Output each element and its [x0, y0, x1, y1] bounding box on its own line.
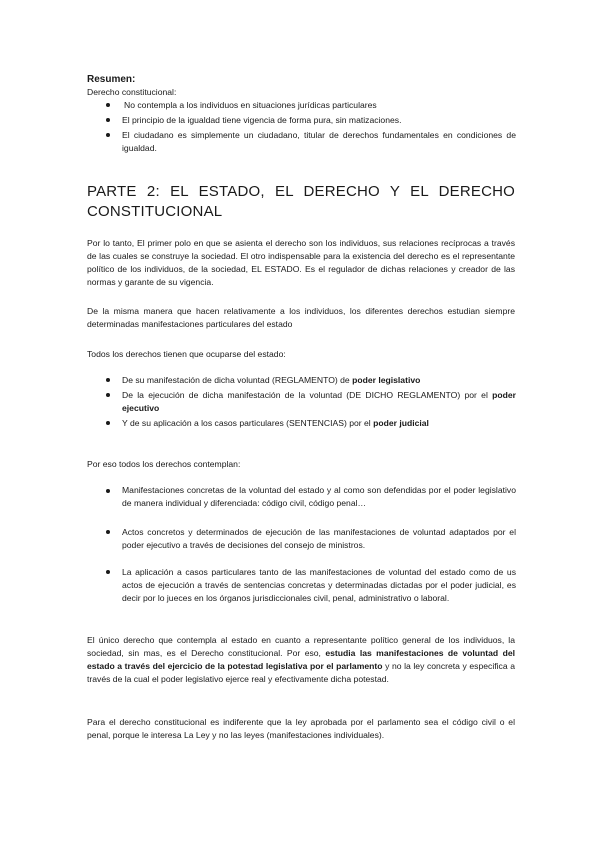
bullet-icon [106, 530, 110, 534]
bullet-icon [106, 570, 110, 574]
paragraph-5-intro: El único derecho que contempla al estado en cuanto a representante político general de los individuos, la sociedad, sin mas, es el Derecho constitucional. Por eso, [87, 635, 515, 658]
paragraph-5-end: y no la ley concreta y especifica a través de la cual el poder legislativo ejerce real y efectivamente dicha potestad. [87, 661, 515, 684]
list2-item-3: La aplicación a casos particulares tanto de las manifestaciones de voluntad del estado como de us actos de ejecución a través de sentencias concretas y determinadas dictadas por el poder judicial, es decir por lo jueces en los órganos jurisdiccionales civil, penal, administrativo o laboral. [122, 567, 516, 603]
list1-item-3-bold: poder judicial [373, 418, 429, 428]
list1-item-1-bold: poder legislativo [352, 375, 421, 385]
list2-item-1: Manifestaciones concretas de la voluntad del estado y al como son defendidas por el poder legislativo de manera individual y diferenciada: código civil, código penal… [122, 485, 516, 508]
bullet-icon [106, 118, 110, 122]
bullet-icon [106, 103, 110, 107]
resumen-bullet-2: El principio de la igualdad tiene vigencia de forma pura, sin matizaciones. [122, 115, 402, 125]
paragraph-2: De la misma manera que hacen relativamente a los individuos, los diferentes derechos estudian siempre determinadas manifestaciones particulares del estado [87, 306, 515, 329]
resumen-subheading: Derecho constitucional: [87, 87, 177, 97]
list2-item-2: Actos concretos y determinados de ejecución de las manifestaciones de voluntad adaptados por el poder ejecutivo a través de decisiones del consejo de ministros. [122, 527, 516, 550]
resumen-bullet-1: No contempla a los individuos en situaciones jurídicas particulares [124, 100, 377, 110]
paragraph-3: Todos los derechos tienen que ocuparse del estado: [87, 349, 286, 359]
paragraph-6: Para el derecho constitucional es indiferente que la ley aprobada por el parlamento sea el código civil o el penal, porque le interesa La Ley y no las leyes (manifestaciones individuales). [87, 717, 515, 740]
list1-item-2-text: De la ejecución de dicha manifestación de la voluntad (DE DICHO REGLAMENTO) por el [122, 390, 493, 400]
list1-item-1-text: De su manifestación de dicha voluntad (REGLAMENTO) de [122, 375, 353, 385]
paragraph-4: Por eso todos los derechos contemplan: [87, 459, 241, 469]
paragraph-1: Por lo tanto, El primer polo en que se asienta el derecho son los individuos, sus relaciones recíprocas a través de las cuales se construye la sociedad. El otro indispensable para la existencia del derecho es el representante político de los individuos, de la sociedad, EL ESTADO. Es el regulador de dichas relaciones y creador de las normas y garante de su vigencia. [87, 238, 515, 287]
list1-item-3-text: Y de su aplicación a los casos particulares (SENTENCIAS) por el [122, 418, 374, 428]
resumen-heading: Resumen: [87, 74, 136, 85]
list1-item-2 [122, 389, 516, 415]
paragraph-5-bold: estudia las manifestaciones de voluntad del estado a través del ejercicio de la potestad legislativa por el parlamento [87, 648, 515, 671]
bullet-icon [106, 378, 110, 382]
list1-item-3 [122, 417, 516, 430]
bullet-icon [106, 133, 110, 137]
resumen-bullet-3: El ciudadano es simplemente un ciudadano, titular de derechos fundamentales en condiciones de igualdad. [122, 130, 516, 153]
section-title: PARTE 2: EL ESTADO, EL DERECHO Y EL DERECHO CONSTITUCIONAL [87, 183, 515, 220]
list1-item-1 [122, 374, 516, 387]
bullet-icon [106, 489, 110, 493]
bullet-icon [106, 393, 110, 397]
list1-item-2-bold: poder ejecutivo [122, 390, 516, 413]
paragraph-5 [87, 634, 515, 686]
bullet-icon [106, 421, 110, 425]
